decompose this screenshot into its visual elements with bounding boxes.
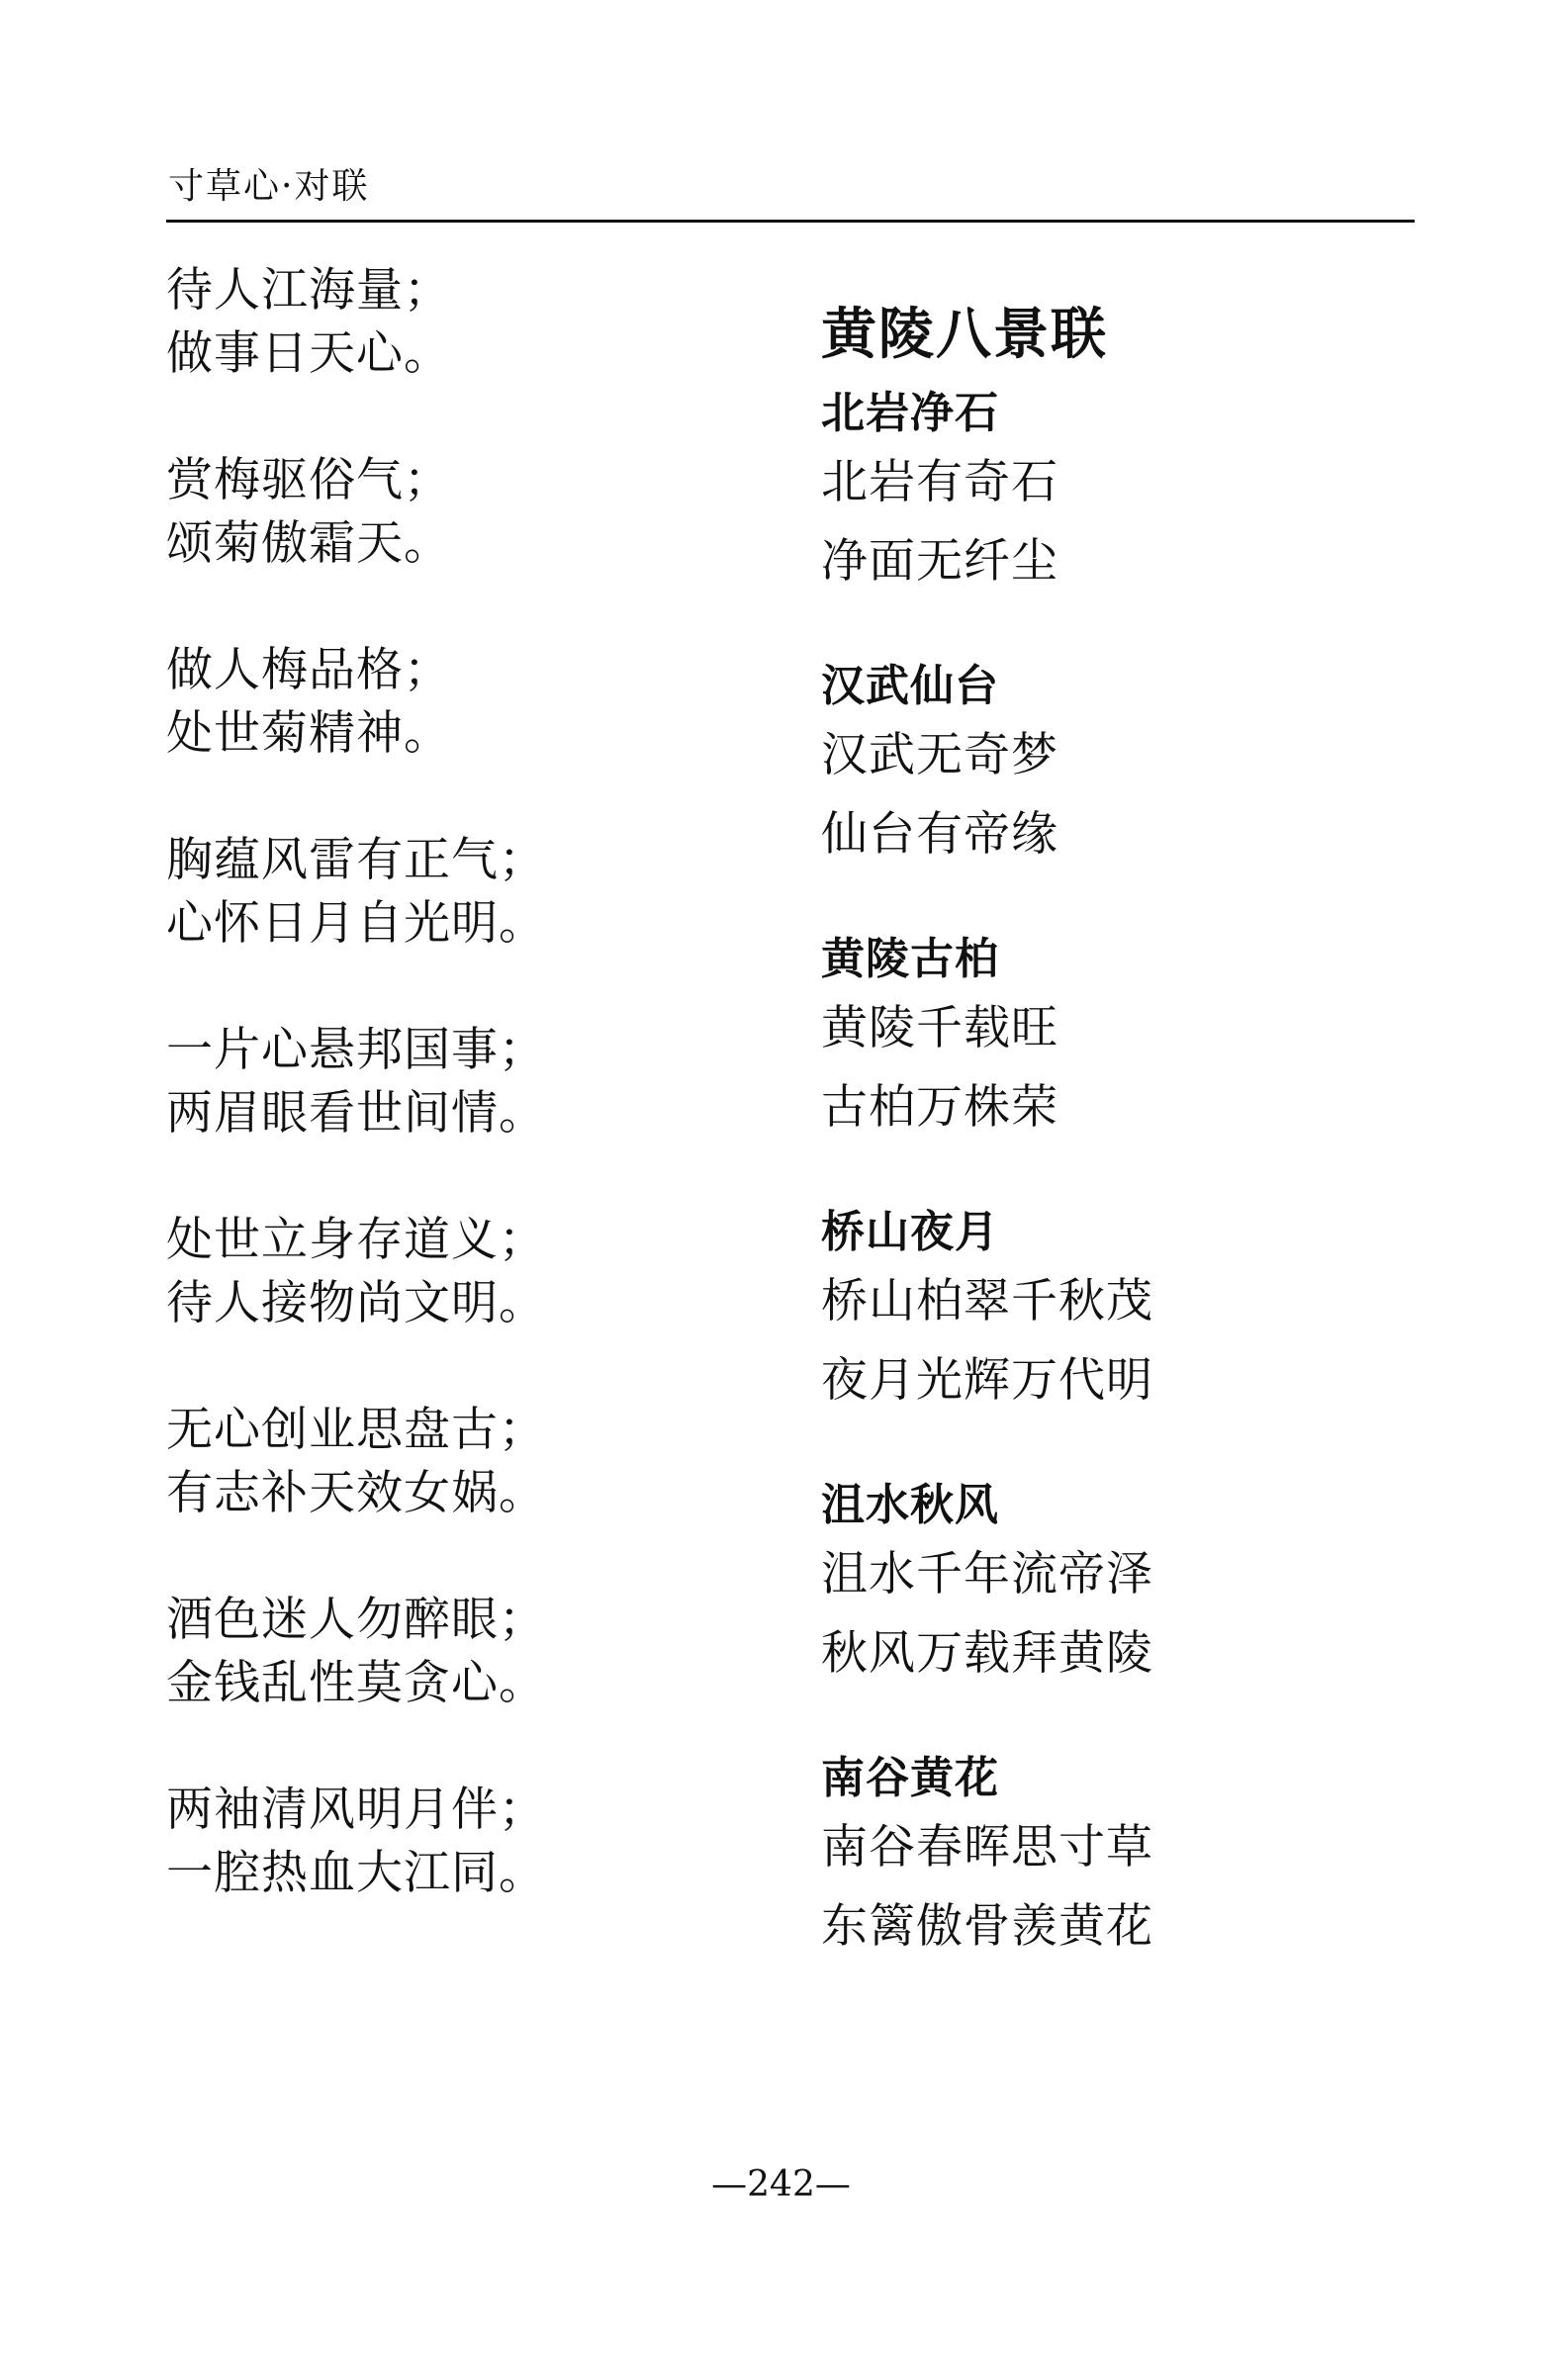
scene-line: 秋风万载拜黄陵 [821,1626,1153,1681]
couplet-line: 有志补天效女娲。 [166,1466,546,1520]
couplet [166,1589,780,1715]
scene-line: 净面无纤尘 [821,534,1058,589]
couplet-line: 金钱乱性莫贪心。 [166,1656,546,1710]
couplet-line: 一片心悬邦国事； [166,1023,546,1077]
scene-line: 沮水千年流帝泽 [821,1547,1153,1602]
couplet-line: 颂菊傲霜天。 [166,516,451,571]
section-title: 黄陵八景联 [821,303,1108,367]
couplet-line: 赏梅驱俗气； [166,453,451,507]
couplet-line: 待人接物尚文明。 [166,1276,546,1330]
scene-couplet [821,1476,1454,1693]
scene-line: 古柏万株荣 [821,1080,1058,1135]
left-column [166,259,780,1968]
couplet-line: 待人江海量； [166,263,451,318]
scene-line: 黄陵千载旺 [821,1001,1058,1055]
scene-line: 北岩有奇石 [821,455,1058,509]
scene-line: 南谷春晖思寸草 [821,1820,1153,1875]
scene-line: 仙台有帝缘 [821,807,1058,862]
scene-line: 夜月光辉万代明 [821,1353,1153,1408]
scene-title: 汉武仙台 [821,661,999,711]
couplet-line: 两袖清风明月伴； [166,1783,546,1837]
couplet-line: 心怀日月自光明。 [166,896,546,951]
couplet-line: 无心创业思盘古； [166,1403,546,1457]
couplet [166,1779,780,1905]
couplet-line: 胸蕴风雷有正气； [166,833,546,887]
couplet [166,1209,780,1335]
scene-title: 桥山夜月 [821,1207,999,1257]
header-rule [166,220,1415,223]
couplet [166,639,780,766]
scene-title: 南谷黄花 [821,1753,999,1803]
running-header: 寸草心·对联 [168,166,370,207]
couplet [166,259,780,386]
couplet-line: 一腔热血大江同。 [166,1846,546,1900]
scene-couplet [821,930,1454,1147]
page-number: —242— [711,2164,851,2205]
couplet [166,449,780,576]
couplet-line: 做事日天心。 [166,326,451,381]
scene-line: 汉武无奇梦 [821,728,1058,782]
scene-couplet [821,657,1454,874]
scene-title: 黄陵古柏 [821,934,999,984]
scene-title: 沮水秋风 [821,1480,999,1530]
scene-line: 桥山柏翠千秋茂 [821,1274,1153,1328]
couplet [166,1399,780,1525]
couplet [166,1019,780,1145]
couplet-line: 酒色迷人勿醉眼； [166,1593,546,1647]
right-column [821,299,1454,2022]
scene-line: 东篱傲骨羡黄花 [821,1899,1153,1954]
scene-couplet [821,384,1454,601]
couplet-line: 处世菊精神。 [166,706,451,761]
scene-title: 北岩净石 [821,388,999,438]
couplet [166,829,780,956]
scene-couplet [821,1749,1454,1967]
couplet-line: 做人梅品格； [166,643,451,697]
scene-couplet [821,1203,1454,1420]
couplet-line: 处世立身存道义； [166,1213,546,1267]
couplet-line: 两眉眼看世间情。 [166,1086,546,1141]
